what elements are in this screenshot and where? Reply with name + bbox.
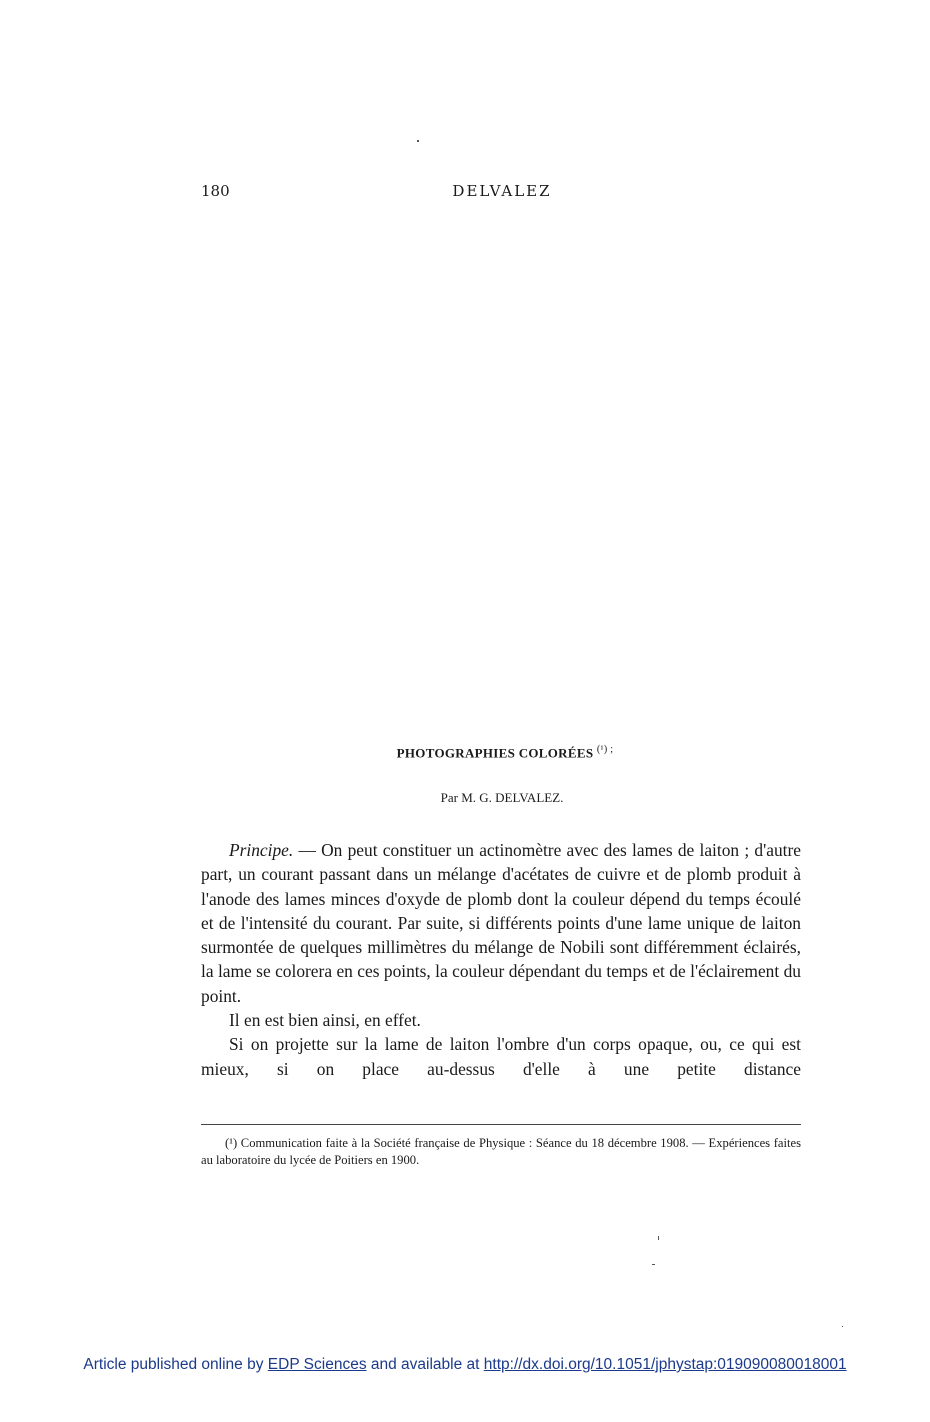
paragraph-text: Si on projette sur la lame de laiton l'ombre d'un corps opaque, ou, ce qui est mieux, si on place au-dessus d'elle à une petite distance: [201, 1034, 801, 1079]
footer-middle: and available at: [366, 1356, 484, 1373]
byline: Par M. G. DELVALEZ.: [440, 790, 564, 805]
body-text: [201, 838, 801, 1081]
footnote-divider: [201, 1124, 801, 1125]
article-title: [0, 744, 930, 761]
paragraph-text: — On peut constituer un actinomètre avec des lames de laiton ; d'autre part, un courant passant dans un mélange d'acétates de cuivre et de plomb produit à l'anode des lames minces d'oxyde de plomb dont la couleur dépend du temps écoulé et de l'intensité du courant. Par suite, si différents points d'une lame unique de laiton surmontée de quelques millimètres du mélange de Nobili sont différemment éclairés, la lame se colorera en ces points, la couleur dépendant du temps et de l'éclairement du point.: [201, 840, 801, 1006]
footer-prefix: Article published online by: [83, 1356, 268, 1373]
footnote: (¹) Communication faite à la Société française de Physique : Séance du 18 décembre 1908. — Expériences faites au laboratoire du lycée de Poitiers en 1900.: [201, 1136, 801, 1167]
scan-speck: [652, 1264, 655, 1265]
scan-speck: [842, 1326, 843, 1327]
paragraph: [201, 1008, 801, 1032]
scan-speck: [417, 140, 419, 142]
footnote-reference: (¹) ;: [596, 744, 614, 755]
publication-footer: [0, 1356, 930, 1374]
paragraph: [201, 1032, 801, 1081]
paragraph: [201, 838, 801, 1008]
scan-speck: [658, 1236, 659, 1240]
page-number: 180: [201, 182, 230, 200]
running-head: DELVALEZ: [452, 182, 552, 200]
doi-link[interactable]: http://dx.doi.org/10.1051/jphystap:019090080018001: [483, 1356, 847, 1373]
publisher-link[interactable]: EDP Sciences: [267, 1356, 367, 1373]
paragraph-lead: Principe.: [229, 840, 294, 860]
article-title-text: PHOTOGRAPHIES COLORÉES: [396, 745, 594, 761]
paragraph-text: Il en est bien ainsi, en effet.: [229, 1010, 421, 1031]
